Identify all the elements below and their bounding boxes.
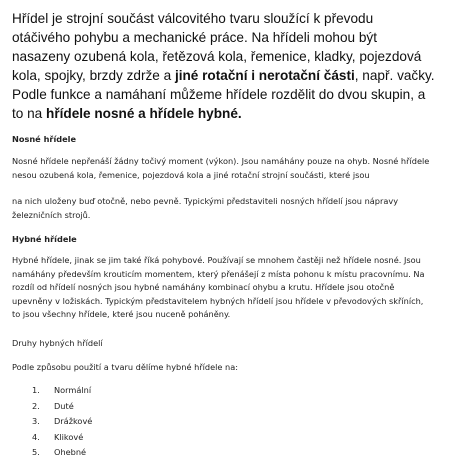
nosne-paragraph-2 bbox=[12, 195, 442, 222]
intro-line: otáčivého pohybu a mechanické práce. Na hřídeli mohou být bbox=[12, 30, 377, 45]
text-line: železničních strojů. bbox=[12, 209, 91, 220]
text-line: upevněny v ložiskách. Typickým představitelem hybných hřídelí jsou hřídele v převodových skříních, bbox=[12, 295, 424, 306]
list-number: 1. bbox=[32, 385, 40, 395]
hybne-paragraph bbox=[12, 254, 442, 322]
list-number: 5. bbox=[32, 447, 40, 458]
shaft-types-list bbox=[32, 383, 92, 461]
list-label: Normální bbox=[54, 385, 92, 395]
list-label: Duté bbox=[54, 400, 74, 411]
text-line: na nich uloženy buď otočně, nebo pevně. Typickými představiteli nosných hřídelí jsou nápravy bbox=[12, 196, 399, 206]
intro-line bbox=[12, 66, 444, 85]
list-number: 2. bbox=[32, 400, 40, 411]
list-label: Drážkové bbox=[54, 416, 93, 427]
intro-line bbox=[12, 104, 444, 123]
list-label: Klikové bbox=[54, 431, 84, 442]
section-heading-hybne: Hybné hřídele bbox=[12, 234, 77, 244]
nosne-paragraph-1 bbox=[12, 155, 442, 182]
list-item bbox=[32, 383, 92, 399]
intro-paragraph bbox=[12, 9, 444, 123]
text-line: Hybné hřídele, jinak se jim také říká pohybové. Používají se mnohem častěji než hřídele nosné. Jsou bbox=[12, 255, 421, 265]
text-line: to jsou všechny hřídele, které jsou nuceně poháněny. bbox=[12, 309, 231, 319]
text-line: nesou ozubená kola, řemenice, pojezdová kola a jiné rotační strojní součásti, které jsou bbox=[12, 169, 370, 180]
intro-text: kola, spojky, brzdy zdrže a bbox=[12, 68, 175, 83]
list-number: 4. bbox=[32, 431, 40, 442]
list-item bbox=[32, 399, 92, 415]
intro-text: to na bbox=[12, 106, 47, 121]
list-item bbox=[32, 445, 92, 461]
text-line: Nosné hřídele nepřenáší žádny točivý moment (výkon). Jsou namáhány pouze na ohyb. Nosné hřídele bbox=[12, 156, 430, 166]
text-line: namáhány především krouticím momentem, který přenášejí z místa pohonu k místu pracovnímu. Na bbox=[12, 268, 425, 279]
section-heading-nosne: Nosné hřídele bbox=[12, 134, 77, 144]
intro-line: nasazeny ozubená kola, řetězová kola, řemenice, kladky, pojezdová bbox=[12, 49, 422, 64]
intro-line: Podle funkce a namáhaní můžeme hřídele rozdělit do dvou skupin, a bbox=[12, 87, 426, 102]
intro-text: , např. vačky. bbox=[354, 68, 435, 83]
intro-line: Hřídel je strojní součást válcovitého tvaru sloužící k převodu bbox=[12, 11, 374, 26]
intro-bold-text: hřídele nosné a hřídele hybné. bbox=[46, 106, 242, 121]
list-item bbox=[32, 414, 92, 430]
list-number: 3. bbox=[32, 416, 40, 427]
section-heading-druhy: Druhy hybných hřídelí bbox=[12, 338, 103, 348]
intro-bold-text: jiné rotační i nerotační části bbox=[174, 68, 355, 83]
text-line: rozdíl od hřídelí nosných jsou hybné namáhány kombinací ohybu a krutu. Hřídele jsou otočně bbox=[12, 282, 395, 292]
list-item bbox=[32, 430, 92, 446]
list-label: Ohebné bbox=[54, 447, 87, 458]
druhy-intro: Podle způsobu použití a tvaru dělíme hybné hřídele na: bbox=[12, 362, 239, 372]
